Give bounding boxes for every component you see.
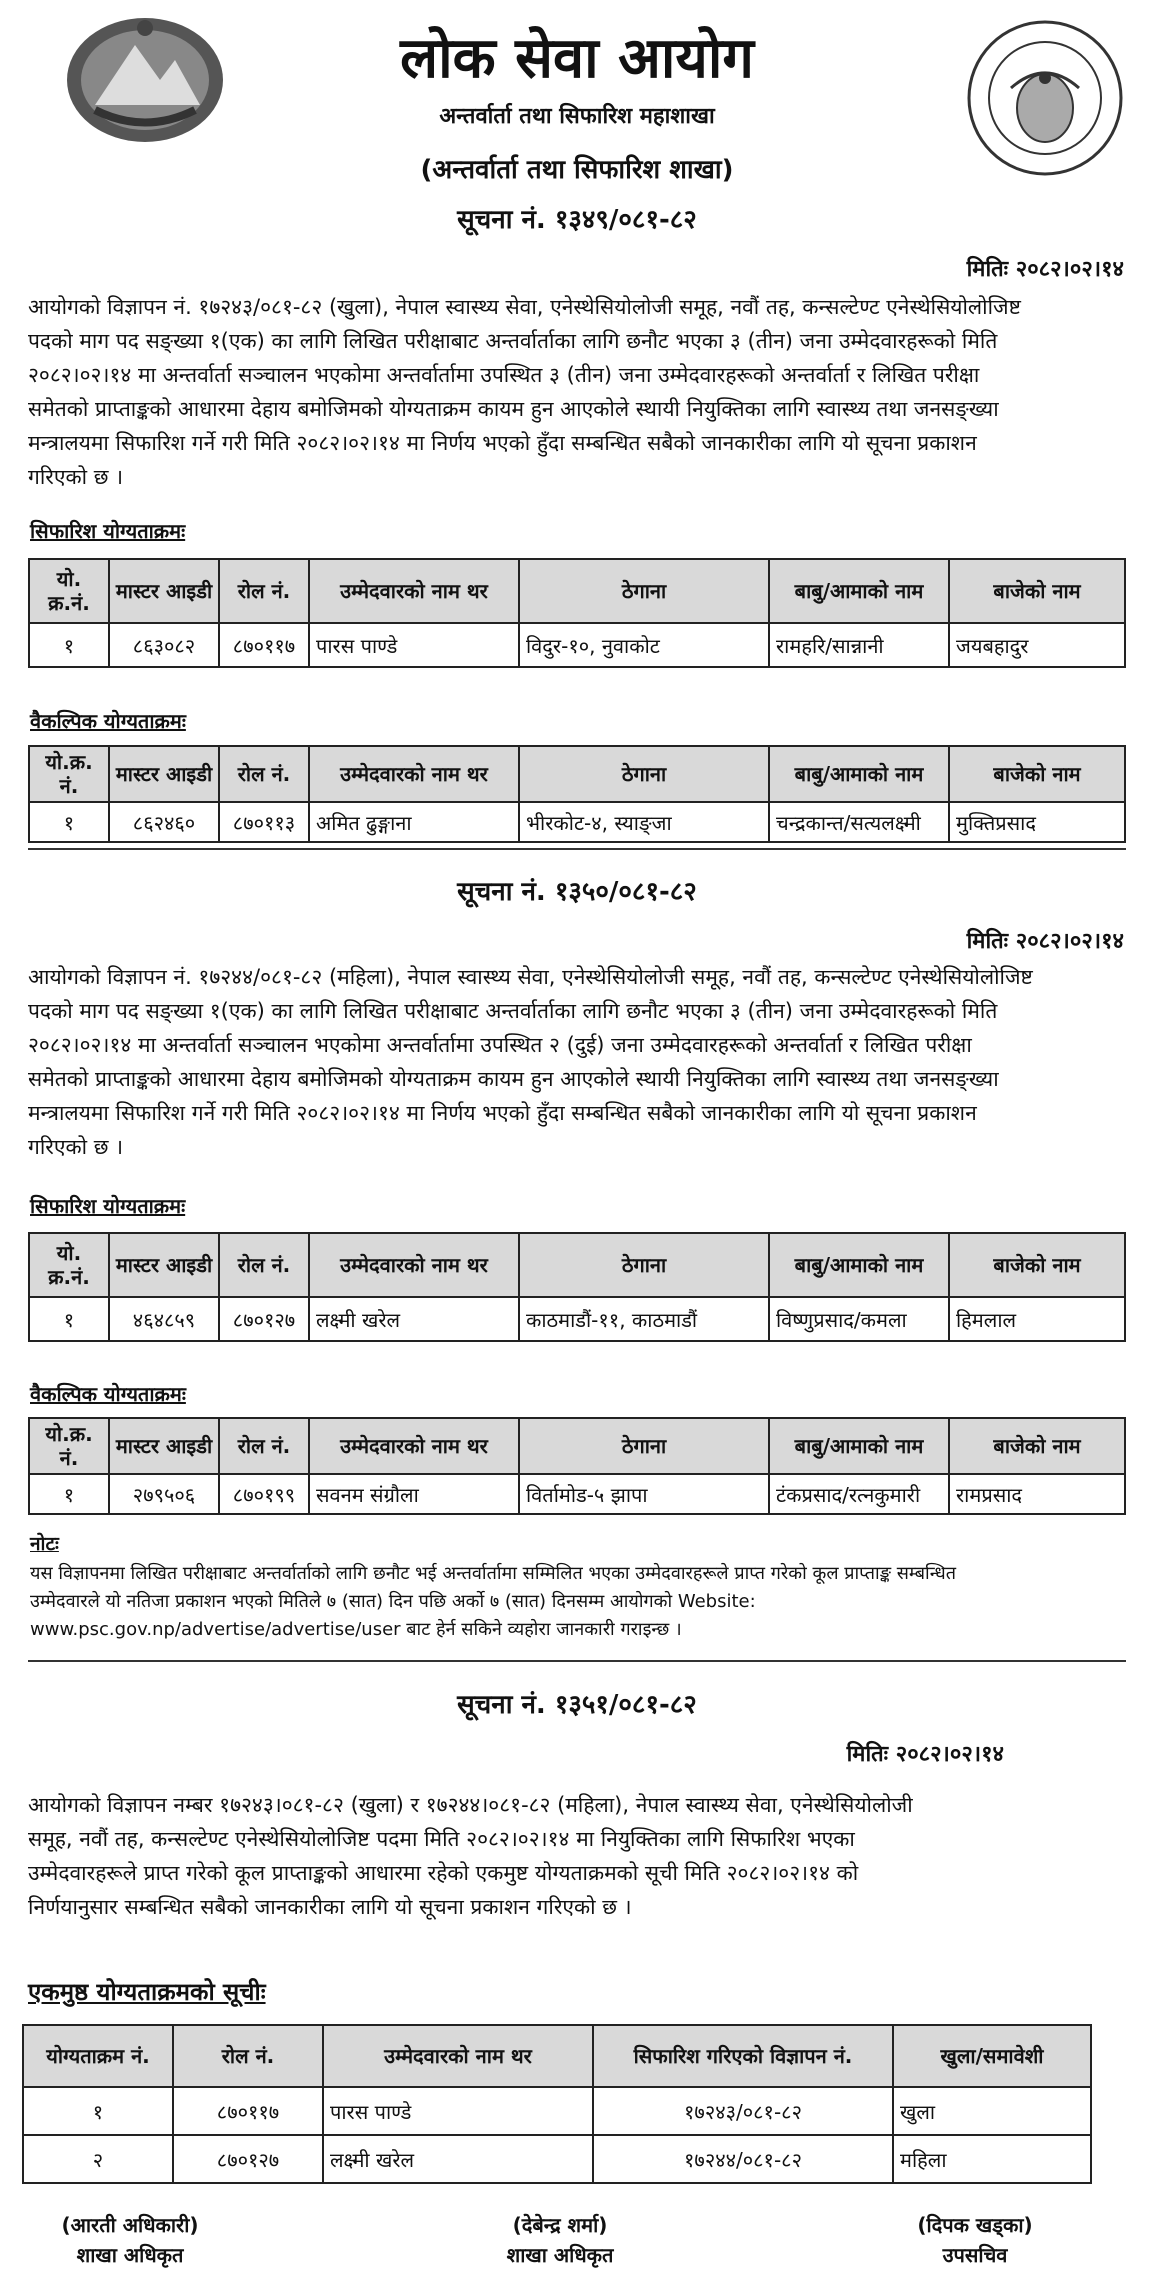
signature-2: (देबेन्द्र शर्मा) शाखा अधिकृत: [506, 2213, 614, 2267]
table-row: १ ८६३०८२ ८७०११७ पारस पाण्डे विदुर-१०, नुवाकोट रामहरि/सान्नानी जयबहादुर: [29, 623, 1125, 667]
notice2-date: मितिः २०८२।०२।१४: [966, 929, 1124, 954]
table-row: १ ८७०११७ पारस पाण्डे १७२४३/०८१-८२ खुला: [23, 2087, 1091, 2135]
notice2-rec-table: यो. क्र.नं. मास्टर आइडी रोल नं. उम्मेदवारको नाम थर ठेगाना बाबु/आमाको नाम बाजेको नाम १ ४६४८५९ ८७०१२७ लक्ष्मी खरेल काठमाडौं-११, काठमाडौं विष्णुप्रसाद/कमला हिमलाल: [28, 1232, 1126, 1342]
notice1-alt-label: वैकल्पिक योग्यताक्रमः: [30, 709, 186, 733]
section-name: (अन्तर्वार्ता तथा सिफारिश शाखा): [420, 155, 734, 185]
notice1-title: सूचना नं. १३४९/०८१-८२: [457, 205, 697, 235]
notice2-alt-table: यो.क्र. नं. मास्टर आइडी रोल नं. उम्मेदवारको नाम थर ठेगाना बाबु/आमाको नाम बाजेको नाम १ २७९५०६ ८७०१९९ सवनम संग्रौला विर्तामोड-५ झापा टंकप्रसाद/रत्नकुमारी रामप्रसाद: [28, 1417, 1126, 1515]
notice3-list-label: एकमुष्ठ योग्यताक्रमको सूचीः: [28, 1978, 266, 2006]
notice1-rec-table: यो. क्र.नं. मास्टर आइडी रोल नं. उम्मेदवारको नाम थर ठेगाना बाबु/आमाको नाम बाजेको नाम १ ८६३०८२ ८७०११७ पारस पाण्डे विदुर-१०, नुवाकोट रामहरि/सान्नानी जयबहादुर: [28, 558, 1126, 668]
notice2-title: सूचना नं. १३५०/०८१-८२: [457, 877, 697, 907]
notice2-body: आयोगको विज्ञापन नं. १७२४४/०८१-८२ (महिला), नेपाल स्वास्थ्य सेवा, एनेस्थेसियोलोजी समूह, नवौं तह, कन्सल्टेण्ट एनेस्थेसियोलोजिष्ट पदको माग पद सङ्ख्या १(एक) का लागि लिखित परीक्षाबाट अन्तर्वार्ताका लागि छनौट भएका ३ (तीन) जना उम्मेदवारहरूको मिति २०८२।०२।१४ मा अन्तर्वार्ता सञ्चालन भएकोमा अन्तर्वार्तामा उपस्थित २ (दुई) जना उम्मेदवारहरूको अन्तर्वार्ता र लिखित परीक्षा समेतको प्राप्ताङ्कको आधारमा देहाय बमोजिमको योग्यताक्रम कायम हुन आएकोले स्थायी नियुक्तिका लागि स्वास्थ्य तथा जनसङ्ख्या मन्त्रालयमा सिफारिश गर्ने गरी मिति २०८२।०२।१४ मा निर्णय भएको हुँदा सम्बन्धित सबैको जानकारीका लागि यो सूचना प्रकाशन गरिएको छ ।: [28, 965, 1033, 1159]
notice1-body: आयोगको विज्ञापन नं. १७२४३/०८१-८२ (खुला), नेपाल स्वास्थ्य सेवा, एनेस्थेसियोलोजी समूह, नवौं तह, कन्सल्टेण्ट एनेस्थेसियोलोजिष्ट पदको माग पद सङ्ख्या १(एक) का लागि लिखित परीक्षाबाट अन्तर्वार्ताका लागि छनौट भएका ३ (तीन) जना उम्मेदवारहरूको मिति २०८२।०२।१४ मा अन्तर्वार्ता सञ्चालन भएकोमा अन्तर्वार्तामा उपस्थित ३ (तीन) जना उम्मेदवारहरूको अन्तर्वार्ता र लिखित परीक्षा समेतको प्राप्ताङ्कको आधारमा देहाय बमोजिमको योग्यताक्रम कायम हुन आएकोले स्थायी नियुक्तिका लागि स्वास्थ्य तथा जनसङ्ख्या मन्त्रालयमा सिफारिश गर्ने गरी मिति २०८२।०२।१४ मा निर्णय भएको हुँदा सम्बन्धित सबैको जानकारीका लागि यो सूचना प्रकाशन गरिएको छ ।: [28, 295, 1021, 489]
notice1-date: मितिः २०८२।०२।१४: [966, 257, 1124, 282]
note-label: नोटः: [30, 1533, 59, 1555]
table-row: १ २७९५०६ ८७०१९९ सवनम संग्रौला विर्तामोड-५ झापा टंकप्रसाद/रत्नकुमारी रामप्रसाद: [29, 1474, 1125, 1514]
table-row: २ ८७०१२७ लक्ष्मी खरेल १७२४४/०८१-८२ महिला: [23, 2135, 1091, 2183]
division-name: अन्तर्वार्ता तथा सिफारिश महाशाखा: [439, 104, 715, 129]
notice3-body: आयोगको विज्ञापन नम्बर १७२४३।०८१-८२ (खुला) र १७२४४।०८१-८२ (महिला), नेपाल स्वास्थ्य सेवा, एनेस्थेसियोलोजी समूह, नवौं तह, कन्सल्टेण्ट एनेस्थेसियोलोजिष्ट पदमा मिति २०८२।०२।१४ मा नियुक्तिका लागि सिफारिश भएका उम्मेदवारहरूले प्राप्त गरेको कूल प्राप्ताङ्कको आधारमा रहेको एकमुष्ट योग्यताक्रमको सूची मिति २०८२।०२।१४ को निर्णयानुसार सम्बन्धित सबैको जानकारीका लागि यो सूचना प्रकाशन गरिएको छ ।: [28, 1793, 913, 1919]
notice3-date: मितिः २०८२।०२।१४: [846, 1742, 1004, 1767]
notice1-alt-table: यो.क्र. नं. मास्टर आइडी रोल नं. उम्मेदवारको नाम थर ठेगाना बाबु/आमाको नाम बाजेको नाम १ ८६२४६० ८७०११३ अमित ढुङ्गाना भीरकोट-४, स्याङ्जा चन्द्रकान्त/सत्यलक्ष्मी मुक्तिप्रसाद: [28, 745, 1126, 843]
signature-1: (आरती अधिकारी) शाखा अधिकृत: [61, 2213, 199, 2267]
page-title: लोक सेवा आयोग: [400, 26, 754, 91]
notice3-table: योग्यताक्रम नं. रोल नं. उम्मेदवारको नाम थर सिफारिश गरिएको विज्ञापन नं. खुला/समावेशी १ ८७०११७ पारस पाण्डे १७२४३/०८१-८२ खुला २ ८७०१२७ लक्ष्मी खरेल १७२४४/०८१-८२ महिला: [22, 2024, 1092, 2184]
divider: [28, 1660, 1126, 1662]
notice3-title: सूचना नं. १३५१/०८१-८२: [457, 1690, 697, 1720]
note-body: यस विज्ञापनमा लिखित परीक्षाबाट अन्तर्वार्ताको लागि छनौट भई अन्तर्वार्तामा सम्मिलित भएका उम्मेदवारहरूले प्राप्त गरेको कूल प्राप्ताङ्क सम्बन्धित उम्मेदवारले यो नतिजा प्रकाशन भएको मितिले ७ (सात) दिन पछि अर्को ७ (सात) दिनसम्म आयोगको Website: www.psc.gov.np/advertise/advertise/user बाट हेर्न सकिने व्यहोरा जानकारी गराइन्छ ।: [30, 1563, 957, 1640]
table-row: १ ४६४८५९ ८७०१२७ लक्ष्मी खरेल काठमाडौं-११, काठमाडौं विष्णुप्रसाद/कमला हिमलाल: [29, 1297, 1125, 1341]
table-row: १ ८६२४६० ८७०११३ अमित ढुङ्गाना भीरकोट-४, स्याङ्जा चन्द्रकान्त/सत्यलक्ष्मी मुक्तिप्रसाद: [29, 802, 1125, 842]
notice2-alt-label: वैकल्पिक योग्यताक्रमः: [30, 1382, 186, 1406]
notice2-rec-label: सिफारिश योग्यताक्रमः: [30, 1194, 186, 1218]
signature-3: (दिपक खड्का) उपसचिव: [917, 2213, 1033, 2267]
divider: [28, 848, 1126, 850]
notice1-rec-label: सिफारिश योग्यताक्रमः: [30, 519, 186, 543]
